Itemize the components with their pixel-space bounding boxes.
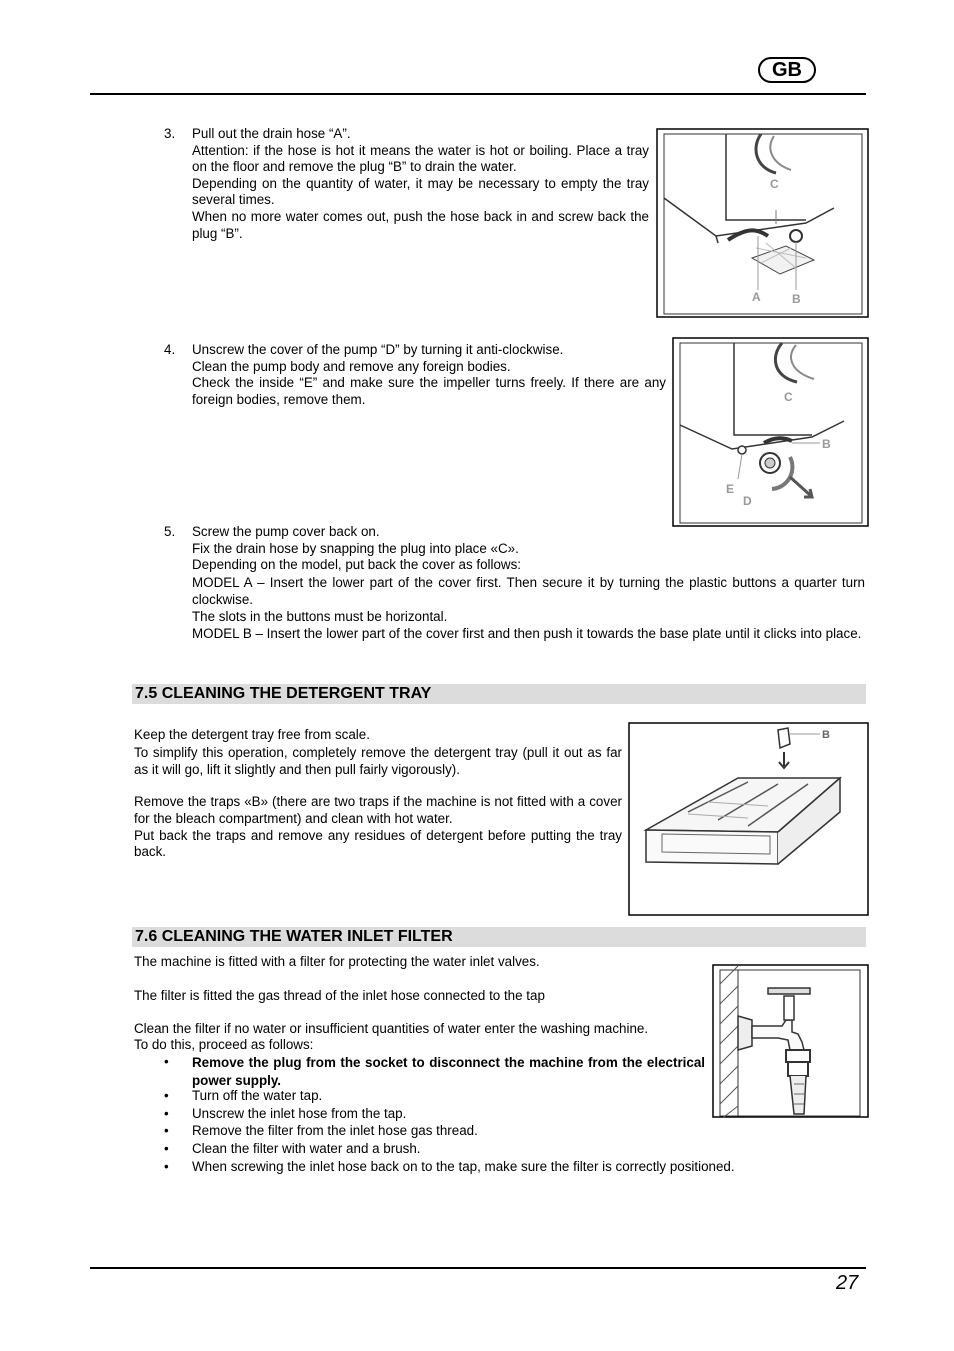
bullet-glyph: • <box>164 1141 169 1156</box>
step-3-line: Depending on the quantity of water, it may be necessary to empty the tray several times. <box>192 175 649 208</box>
bullet-item: Remove the plug from the socket to disconnect the machine from the electrical power supply. <box>192 1055 705 1088</box>
figure-label-b: B <box>822 437 831 451</box>
bullet-glyph: • <box>164 1159 169 1174</box>
bullet-item: Clean the filter with water and a brush. <box>192 1141 421 1156</box>
figure-label-b: B <box>822 729 830 741</box>
bullet-glyph: • <box>164 1106 169 1121</box>
bullet-item: Turn off the water tap. <box>192 1088 323 1103</box>
step-4-line: Unscrew the cover of the pump “D” by turning it anti-clockwise. <box>192 342 564 357</box>
section-7-5-title: 7.5 CLEANING THE DETERGENT TRAY <box>132 684 866 704</box>
paragraph: The filter is fitted the gas thread of the inlet hose connected to the tap <box>134 988 545 1003</box>
step-4-line: Check the inside “E” and make sure the impeller turns freely. If there are any foreign bodies, remove them. <box>192 375 666 407</box>
step-4-number: 4. <box>164 342 176 357</box>
pump-cover-figure <box>672 337 870 527</box>
paragraph: Remove the traps «B» (there are two traps if the machine is not fitted with a cover for the bleach compartment) and clean with hot water. <box>134 793 622 827</box>
bullet-glyph: • <box>164 1088 169 1103</box>
bullet-item: When screwing the inlet hose back on to the tap, make sure the filter is correctly positioned. <box>192 1159 735 1174</box>
step-5-line: MODEL A – Insert the lower part of the cover first. Then secure it by turning the plastic buttons a quarter turn clockwise. <box>192 574 865 608</box>
figure-label-e: E <box>726 482 735 496</box>
figure-label-b: B <box>792 292 801 306</box>
header-rule <box>90 93 866 95</box>
step-5-number: 5. <box>164 524 176 539</box>
footer-rule <box>90 1267 866 1269</box>
bullet-glyph: • <box>164 1123 169 1138</box>
step-5-line: Depending on the model, put back the cover as follows: <box>192 557 522 573</box>
figure-label-d: D <box>743 494 752 508</box>
bullet-item: Remove the filter from the inlet hose gas thread. <box>192 1123 478 1138</box>
figure-label-c: C <box>770 177 779 191</box>
step-5-line: MODEL B – Insert the lower part of the cover first and then push it towards the base plate until it clicks into place. <box>192 626 862 642</box>
step-4-text <box>192 342 666 408</box>
bullet-glyph: • <box>164 1054 169 1069</box>
detergent-tray-figure <box>628 722 870 916</box>
step-3-line: Pull out the drain hose “A”. <box>192 126 351 141</box>
paragraph: To do this, proceed as follows: <box>134 1037 314 1052</box>
step-3-number: 3. <box>164 126 176 141</box>
section-7-6-title: 7.6 CLEANING THE WATER INLET FILTER <box>132 927 866 947</box>
drain-hose-figure <box>656 128 870 318</box>
section-7-5-text <box>134 727 622 861</box>
step-3-line: When no more water comes out, push the hose back in and screw back the plug “B”. <box>192 208 649 241</box>
figure-label-c: C <box>784 390 793 404</box>
page-number: 27 <box>836 1272 859 1294</box>
bullet-item: Unscrew the inlet hose from the tap. <box>192 1106 407 1121</box>
step-5-line: Fix the drain hose by snapping the plug into place «C». <box>192 540 519 556</box>
step-3-line: Attention: if the hose is hot it means the water is hot or boiling. Place a tray on the floor and remove the plug “B” to drain the water. <box>192 142 649 175</box>
paragraph: Put back the traps and remove any residues of detergent before putting the tray back. <box>134 827 622 860</box>
step-5-line: Screw the pump cover back on. <box>192 524 380 539</box>
step-5-line: The slots in the buttons must be horizontal. <box>192 608 448 624</box>
language-badge: GB <box>758 57 816 83</box>
paragraph: To simplify this operation, completely remove the detergent tray (pull it out as far as it will go, lift it slightly and then pull fairly vigorously). <box>134 744 622 778</box>
water-tap-figure <box>712 964 870 1118</box>
paragraph: Keep the detergent tray free from scale. <box>134 727 370 742</box>
paragraph: The machine is fitted with a filter for protecting the water inlet valves. <box>134 954 540 969</box>
step-4-line: Clean the pump body and remove any foreign bodies. <box>192 358 511 374</box>
step-5-text <box>192 524 865 643</box>
paragraph: Clean the filter if no water or insufficient quantities of water enter the washing machine. <box>134 1021 649 1036</box>
figure-label-a: A <box>752 290 761 304</box>
step-3-text <box>192 126 649 242</box>
